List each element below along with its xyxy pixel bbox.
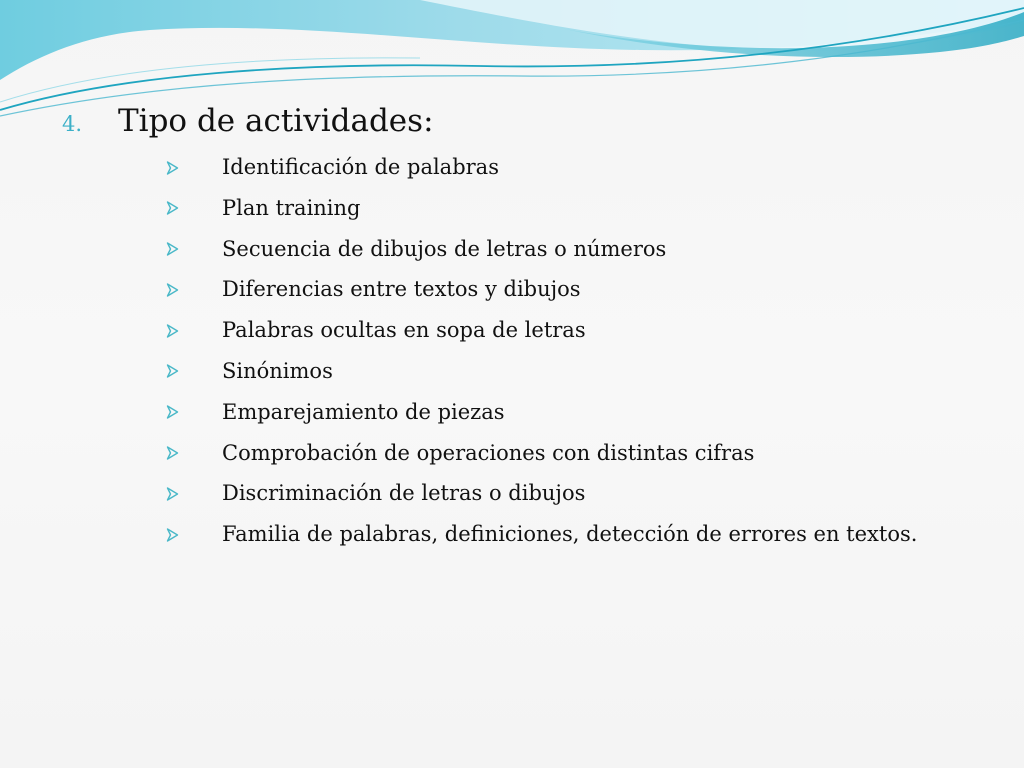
page-title: Tipo de actividades:: [118, 103, 434, 139]
list-item: [160, 191, 963, 232]
arrowhead-bullet-icon: [160, 313, 222, 348]
list-item-text: Sinónimos: [222, 358, 333, 383]
heading-number: 4.: [62, 112, 83, 136]
slide-heading: [62, 104, 434, 138]
list-item-text: Palabras ocultas en sopa de letras: [222, 318, 586, 343]
arrowhead-bullet-icon: [160, 232, 222, 267]
list-item: [160, 354, 963, 395]
arrowhead-bullet-icon: [160, 354, 222, 389]
arrowhead-bullet-icon: [160, 517, 222, 552]
list-item-text: Emparejamiento de piezas: [222, 399, 505, 424]
list-item-text: Secuencia de dibujos de letras o números: [222, 236, 667, 261]
list-item-text: Plan training: [222, 195, 361, 220]
list-item-text: Familia de palabras, definiciones, detección de errores en textos.: [222, 522, 918, 547]
list-item: [160, 395, 963, 436]
arrowhead-bullet-icon: [160, 476, 222, 511]
list-item-text: Identificación de palabras: [222, 155, 499, 179]
list-item: [160, 150, 963, 191]
list-item: [160, 517, 963, 552]
arrowhead-bullet-icon: [160, 150, 222, 185]
activity-list: [160, 150, 963, 552]
arrowhead-bullet-icon: [160, 191, 222, 226]
list-item-text: Discriminación de letras o dibujos: [222, 481, 586, 506]
arrowhead-bullet-icon: [160, 272, 222, 307]
list-item: [160, 232, 963, 273]
list-item: [160, 436, 963, 477]
list-item-text: Diferencias entre textos y dibujos: [222, 277, 581, 302]
list-item-text: Comprobación de operaciones con distintas cifras: [222, 440, 755, 465]
arrowhead-bullet-icon: [160, 436, 222, 471]
list-item: [160, 476, 963, 517]
arrowhead-bullet-icon: [160, 395, 222, 430]
list-item: [160, 272, 963, 313]
list-item: [160, 313, 963, 354]
